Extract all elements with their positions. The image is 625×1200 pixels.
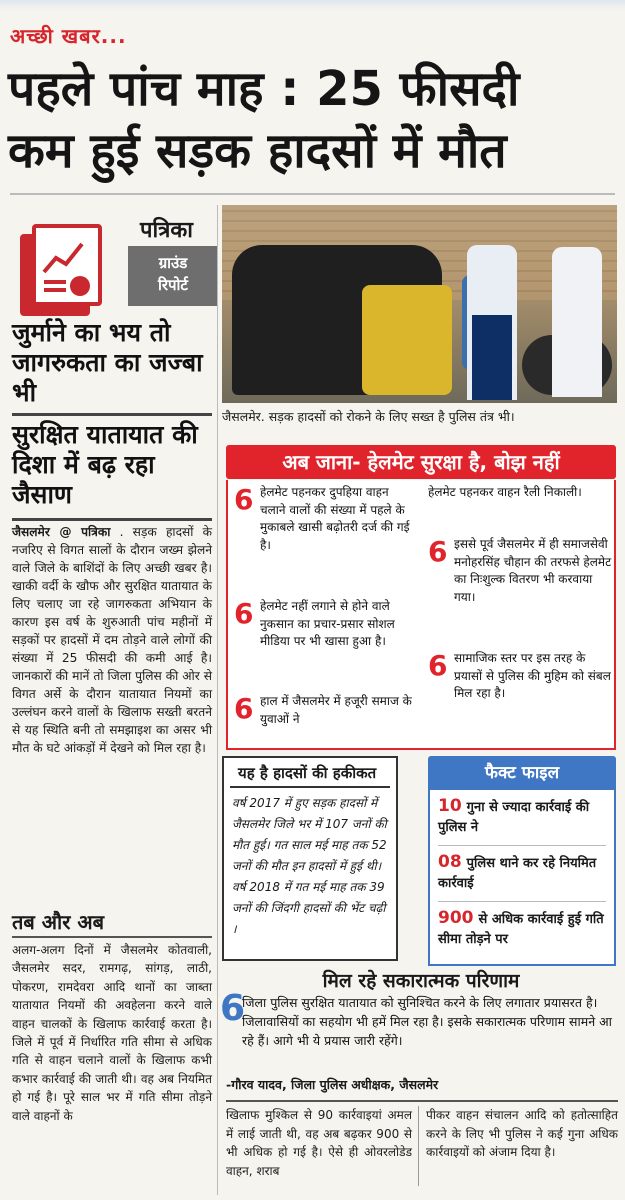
helmet-banner: अब जाना- हेलमेट सुरक्षा है, बोझ नहीं	[226, 445, 616, 479]
fact-text: गुना से ज्यादा कार्रवाई की पुलिस ने	[438, 800, 590, 835]
lead-article	[12, 523, 212, 757]
fact-text: से अधिक कार्रवाई हुई गति सीमा तोड़ने पर	[438, 912, 604, 947]
chart-icon	[32, 224, 102, 306]
bottom-text-right: पीकर वाहन संचालन आदि को हतोत्साहित करने के लिए भी पुलिस ने कई गुना अधिक कार्रवाइयों को अंजाम दिया है।	[426, 1108, 618, 1159]
bullet-item: 6 सामाजिक स्तर पर इस तरह के प्रयासों से पुलिस की मुहिम को संबल मिल रहा है।	[428, 649, 611, 700]
bullet-item: 6 हेलमेट पहनकर दुपहिया वाहन चलाने वालों की संख्या में पहले के मुकाबले खासी बढ़ोतरी दर्ज की गई है।	[234, 483, 410, 552]
ground-report-badge	[10, 212, 210, 312]
divider	[10, 193, 615, 195]
fact-number: 08	[438, 852, 462, 872]
lead-text: . सड़क हादसों के नजरिए से विगत सालों के दौरान जख्म झेलने वाले जिले के बाशिंदों के लिए अच्छी खबर है। खाकी वर्दी के खौफ और सुरक्षित यातायात के लिए चलाए जा रहे जागरुकता अभियान के कारण इस वर्ष के शुरुआती पांच महीनों में सड़कों पर हादसों में दम तोड़ने वाले लोगों की संख्या में 25 फीसदी की कमी आई है। जानकारों की मानें तो जिला पुलिस की ओर से विगत अर्से के दौरान यातायात नियमों का उल्लंघन करने वालों के खिलाफ सख्ती बरतने से यह स्थिति बनी तो समझाइश का असर भी मौत के घटे आंकड़ों में देखने को मिल रहा है।	[12, 525, 212, 755]
fact-text: पुलिस थाने कर रहे नियमित कार्रवाई	[438, 856, 597, 891]
bullet-item: 6 हेलमेट नहीं लगाने से होने वाले नुकसान का प्रचार-प्रसार सोशल मीडिया पर भी खासा हुआ है।	[234, 597, 395, 648]
quote-block	[220, 988, 618, 1050]
column-divider	[418, 1106, 419, 1186]
headline	[8, 58, 618, 182]
ground-report-label	[128, 246, 218, 306]
bullet-mark-icon: 6	[428, 649, 448, 682]
top-strip	[0, 0, 625, 10]
fact-number: 10	[438, 796, 462, 816]
section-text: अलग-अलग दिनों में जैसलमेर कोतवाली, जैसलमेर सदर, रामगढ़, सांगड़, लाठी, पोकरण, रामदेवरा आदि थानों का जाब्ता यातायात नियमों की अवहेलना करने वाले वाहन चालकों के खिलाफ कार्रवाई करता है। जिले में पूर्व में निर्धारित गति सीमा से अधिक गति से वाहन चलाने वालों के खिलाफ कभी कभार कार्रवाई की जाती थी। वह अब नियमित हो गई है। पूरे साल भर में गति सीमा तोड़ने वाले वाहनों के	[12, 943, 212, 1123]
bottom-text-left: खिलाफ मुश्किल से 90 कार्रवाइयां अमल में लाई जाती थी, वह अब बढ़कर 900 से भी अधिक हो गई है। ऐसे ही ओवरलोडेड वाहन, शराब	[226, 1108, 412, 1178]
column-divider	[217, 205, 218, 1195]
quote-mark-icon: 6	[220, 988, 246, 1029]
bullet-continuation: हेलमेट पहनकर वाहन रैली निकाली।	[428, 485, 582, 499]
ground-report-line-2: रिपोर्ट	[158, 276, 188, 294]
headline-line-1: पहले पांच माह : 25 फीसदी	[8, 61, 520, 117]
dateline: जैसलमेर @ पत्रिका	[12, 525, 111, 539]
divider	[12, 413, 212, 416]
kicker: अच्छी खबर...	[10, 24, 127, 48]
headline-line-2: कम हुई सड़क हादसों में मौत	[8, 123, 507, 179]
fact-item	[438, 908, 606, 957]
fact-item	[438, 852, 606, 902]
bullet-mark-icon: 6	[234, 483, 254, 516]
photo-caption: जैसलमेर. सड़क हादसों को रोकने के लिए सख्त है पुलिस तंत्र भी।	[222, 409, 515, 424]
bullet-item: 6 हाल में जैसलमेर में हजूरी समाज के युवाओं ने	[234, 692, 412, 726]
divider	[226, 1100, 618, 1102]
facts-box-title: यह है हादसों की हकीकत	[230, 758, 390, 788]
fact-item	[438, 796, 606, 846]
bullet-item: 6 इससे पूर्व जैसलमेर में ही समाजसेवी मनोहरसिंह चौहान की तरफसे हेलमेट का निःशुल्क वितरण भी करवाया गया।	[428, 535, 612, 604]
fact-file	[428, 756, 616, 966]
quote-attribution: -गौरव यादव, जिला पुलिस अधीक्षक, जैसलमेर	[226, 1077, 439, 1092]
facts-box	[222, 756, 398, 961]
ground-report-line-1: ग्राउंड	[158, 254, 188, 272]
subhead-1: जुर्माने का भय तो जागरुकता का जज्बा भी	[12, 318, 203, 407]
bullet-mark-icon: 6	[234, 597, 254, 630]
fact-number: 900	[438, 908, 474, 928]
facts-box-text: वर्ष 2017 में हुए सड़क हादसों में जैसलमेर जिले भर में 107 जनों की मौत हुई। गत साल मई माह तक 52 जनों की मौत इन हादसों में हुई थी। वर्ष 2018 में गत मई माह तक 39 जनों की जिंदगी हादसों की भेंट चढ़ी ।	[232, 796, 387, 936]
quote-text: जिला पुलिस सुरक्षित यातायात को सुनिश्चित करने के लिए लगातार प्रयासरत है। जिलावासियों का सहयोग भी हमें मिल रहा है। इसके सकारात्मक परिणाम सामने आ रहे हैं। आगे भी ये प्रयास जारी रहेंगे।	[242, 995, 612, 1048]
helmet-bullets-box	[226, 480, 616, 750]
news-photo	[222, 205, 617, 403]
bullet-mark-icon: 6	[428, 535, 448, 568]
section-title: तब और अब	[12, 910, 105, 934]
fact-file-title: फैक्ट फाइल	[428, 756, 616, 790]
subhead-2: सुरक्षित यातायात की दिशा में बढ़ रहा जैसाण	[12, 420, 198, 509]
positive-results-title: मिल रहे सकारात्मक परिणाम	[322, 970, 520, 992]
divider	[12, 936, 212, 938]
brand-label: पत्रिका	[140, 218, 193, 243]
bullet-mark-icon: 6	[234, 692, 254, 725]
divider	[12, 518, 212, 521]
